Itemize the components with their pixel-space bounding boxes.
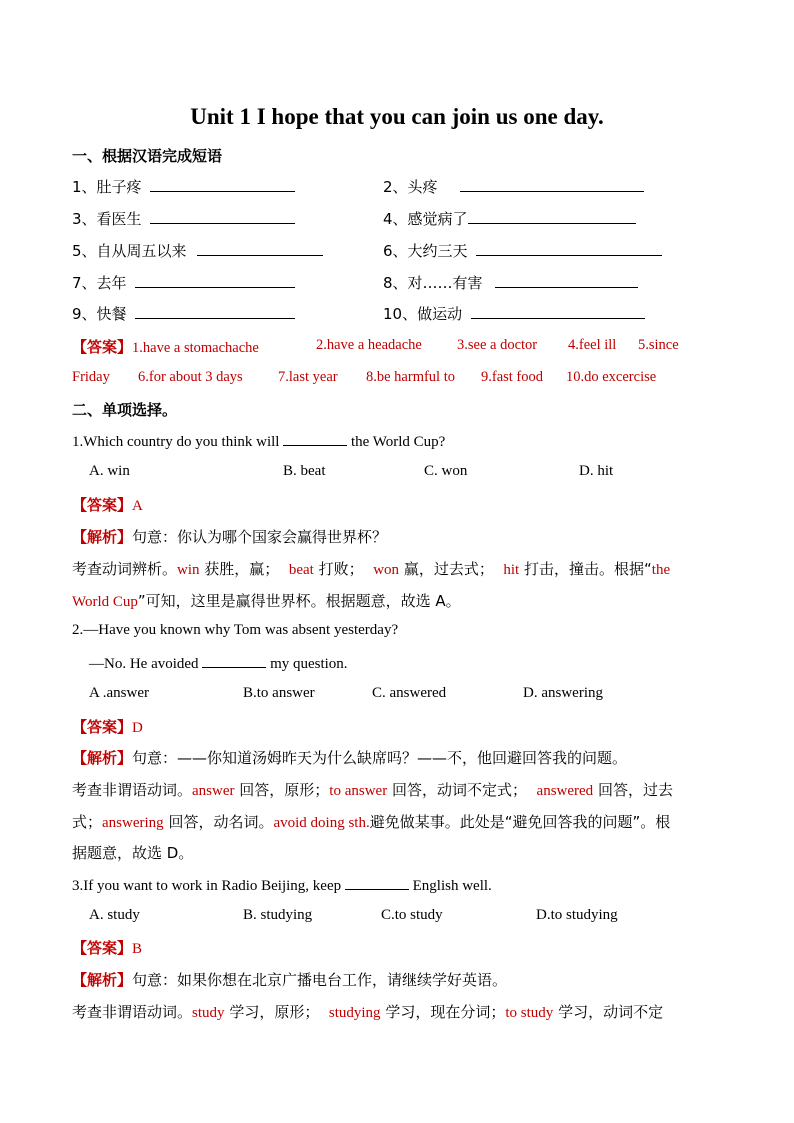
q1-option-d: D. hit <box>579 463 614 479</box>
q1-analysis-line-2: World Cup”可知，这里是赢得世界杯。根据题意，故选 A。 <box>72 592 461 610</box>
question-1-stem: 1.Which country do you think will the World Cup? <box>72 431 445 451</box>
q3-option-c: C.to study <box>381 907 443 923</box>
answer-5: 5.since <box>638 337 679 353</box>
phrase-item-1: 1、肚子疼 <box>72 176 295 197</box>
answer-10: 10.do excercise <box>566 369 657 385</box>
q2-option-b: B.to answer <box>243 685 315 701</box>
q3-option-d: D.to studying <box>536 907 618 923</box>
answer-3: 3.see a doctor <box>457 337 538 353</box>
answer-7: 7.last year <box>278 369 338 385</box>
q2-answer: 【答案】D <box>72 718 143 736</box>
q1-option-c: C. won <box>424 463 468 479</box>
phrase-item-5: 5、自从周五以来 <box>72 240 323 261</box>
answer-5-cont: Friday <box>72 369 110 385</box>
q2-option-d: D. answering <box>523 685 603 701</box>
answer-tag: 【答案】 <box>72 338 133 356</box>
q2-analysis-line-3: 据题意，故选 D。 <box>72 844 194 862</box>
phrase-item-4: 4、感觉病了 <box>383 208 636 229</box>
phrase-item-8: 8、对……有害 <box>383 272 638 293</box>
q2-analysis-line-1: 考查非谓语动词。answer 回答，原形；to answer 回答，动词不定式； answered 回答，过去 <box>72 781 673 799</box>
phrase-item-10: 10、做运动 <box>383 303 645 324</box>
answer-2: 2.have a headache <box>316 337 422 353</box>
q3-answer: 【答案】B <box>72 939 143 957</box>
section-1-answer-line-1: 【答案】1.have a stomachache <box>72 338 259 356</box>
q1-option-a: A. win <box>89 463 130 479</box>
q3-option-b: B. studying <box>243 907 313 923</box>
question-2-stem-2: —No. He avoided my question. <box>89 653 348 673</box>
answer-8: 8.be harmful to <box>366 369 455 385</box>
phrase-item-2: 2、头疼 <box>383 176 644 197</box>
section-2-heading: 二、单项选择。 <box>72 401 178 419</box>
answer-4: 4.feel ill <box>568 337 617 353</box>
q2-analysis-line-2: 式；answering 回答，动名词。avoid doing sth.避免做某事。此处是“避免回答我的问题”。根 <box>72 813 671 831</box>
question-2-stem-1: 2.—Have you known why Tom was absent yesterday? <box>72 622 399 638</box>
phrase-item-6: 6、大约三天 <box>383 240 662 261</box>
q3-option-a: A. study <box>89 907 140 923</box>
q2-meaning: 【解析】句意：——你知道汤姆昨天为什么缺席吗？——不，他回避回答我的问题。 <box>72 749 628 767</box>
q2-option-c: C. answered <box>372 685 447 701</box>
q1-analysis-line-1: 考查动词辨析。win 获胜，赢； beat 打败； won 赢，过去式； hit 打击，撞击。根据“the <box>72 560 671 578</box>
phrase-item-9: 9、快餐 <box>72 303 295 324</box>
q1-option-b: B. beat <box>283 463 326 479</box>
q3-meaning: 【解析】句意：如果你想在北京广播电台工作，请继续学好英语。 <box>72 971 508 989</box>
q1-meaning: 【解析】句意：你认为哪个国家会赢得世界杯？ <box>72 528 388 546</box>
q2-option-a: A .answer <box>89 685 149 701</box>
phrase-item-3: 3、看医生 <box>72 208 295 229</box>
phrase-item-7: 7、去年 <box>72 272 295 293</box>
question-3-stem: 3.If you want to work in Radio Beijing, keep English well. <box>72 875 492 895</box>
q1-answer: 【答案】A <box>72 496 143 514</box>
answer-6: 6.for about 3 days <box>138 369 243 385</box>
q3-analysis-line-1: 考查非谓语动词。study 学习，原形； studying 学习，现在分词；to study 学习，动词不定 <box>72 1003 664 1021</box>
answer-9: 9.fast food <box>481 369 544 385</box>
page-title: Unit 1 I hope that you can join us one day. <box>190 104 604 129</box>
section-1-heading: 一、根据汉语完成短语 <box>72 147 223 165</box>
